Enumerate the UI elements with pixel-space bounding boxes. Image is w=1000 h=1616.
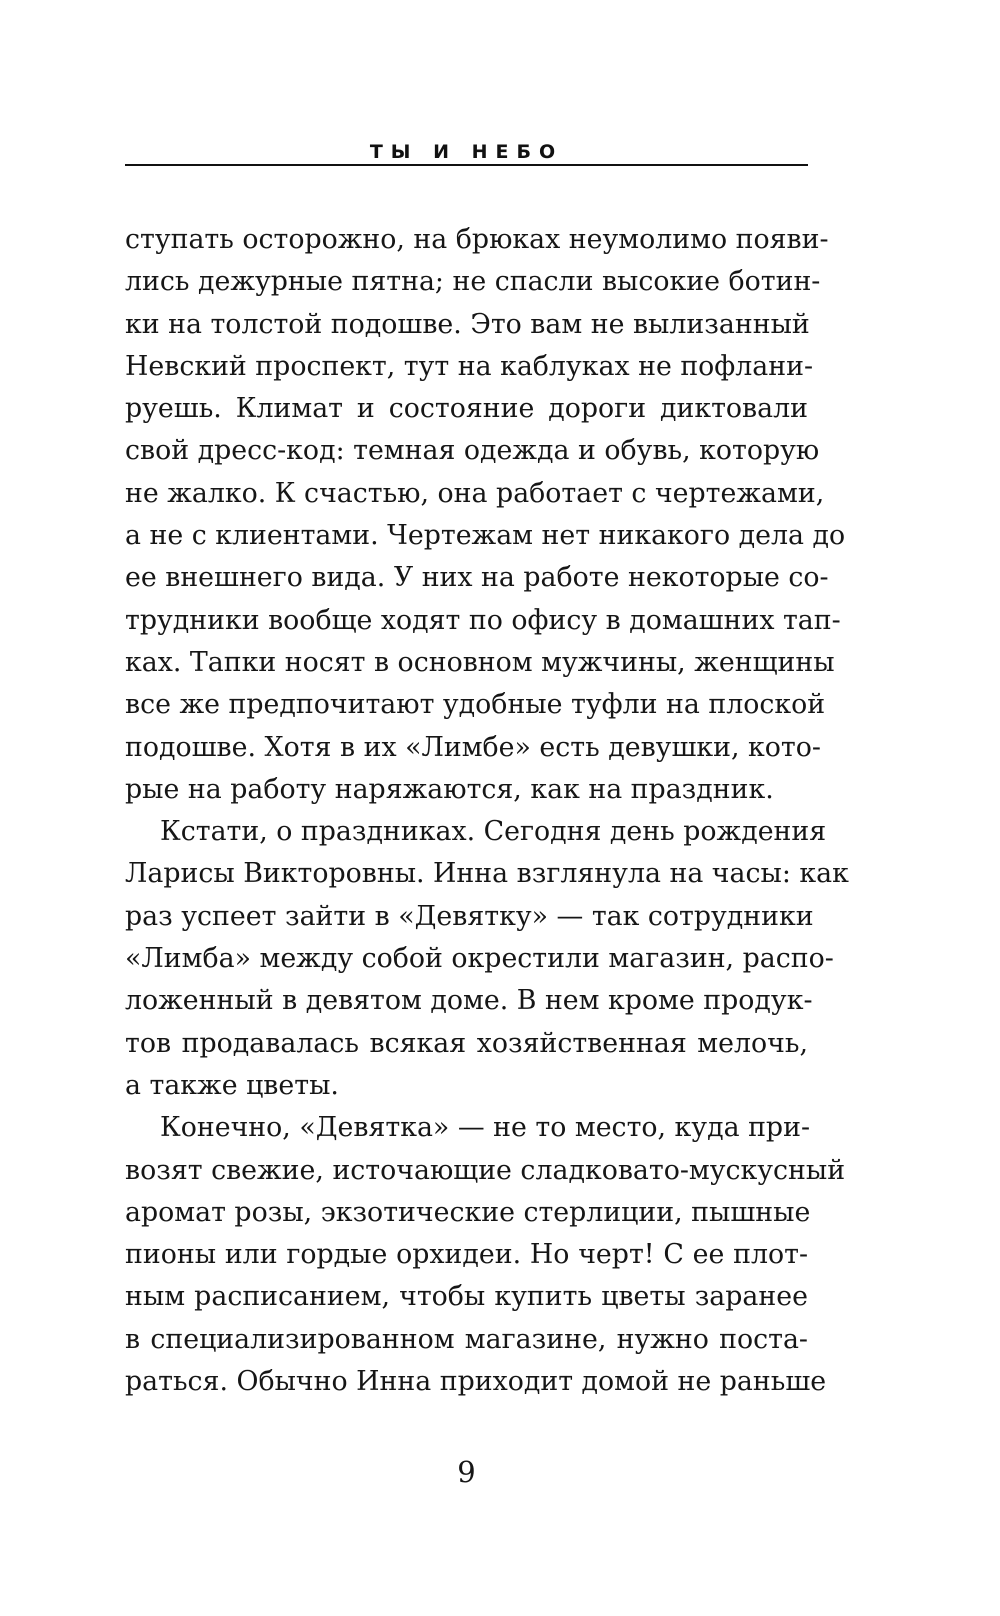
text-line: рые на работу наряжаются, как на праздник. bbox=[125, 773, 774, 805]
body-text bbox=[125, 219, 849, 1403]
text-line: ступать осторожно, на брюках неумолимо появи- bbox=[125, 224, 829, 255]
text-line: свой дресс-код: темная одежда и обувь, которую bbox=[125, 435, 820, 467]
text-line: не жалко. К счастью, она работает с чертежами, bbox=[125, 477, 825, 509]
text-line: подошве. Хотя в их «Лимбе» есть девушки, кото- bbox=[125, 731, 821, 763]
text-line: лись дежурные пятна; не спасли высокие ботин- bbox=[125, 266, 821, 298]
text-line: тов продавалась всякая хозяйственная мелочь, bbox=[125, 1027, 808, 1059]
text-line: все же предпочитают удобные туфли на плоской bbox=[125, 689, 826, 721]
text-line: Ларисы Викторовны. Инна взглянула на часы: как bbox=[125, 858, 849, 890]
text-line: аромат розы, экзотические стерлиции, пышные bbox=[125, 1196, 811, 1228]
header-rule bbox=[125, 164, 808, 166]
text-line: возят свежие, источающие сладковато-мускусный bbox=[125, 1154, 846, 1186]
text-line: ложенный в девятом доме. В нем кроме продук- bbox=[125, 985, 813, 1017]
text-line: ее внешнего вида. У них на работе некоторые со- bbox=[125, 562, 829, 594]
text-line: а также цветы. bbox=[125, 1069, 339, 1101]
text-line: раться. Обычно Инна приходит домой не раньше bbox=[125, 1366, 827, 1398]
running-head: ТЫ И НЕБО bbox=[369, 141, 564, 163]
text-line: Невский проспект, тут на каблуках не пофлани- bbox=[125, 350, 814, 382]
text-line: а не с клиентами. Чертежам нет никакого дела до bbox=[125, 520, 846, 552]
text-line: ках. Тапки носят в основном мужчины, женщины bbox=[125, 646, 835, 678]
text-line: раз успеет зайти в «Девятку» — так сотрудники bbox=[125, 900, 814, 932]
text-line: пионы или гордые орхидеи. Но черт! С ее плот- bbox=[125, 1239, 808, 1271]
text-line: Кстати, о праздниках. Сегодня день рождения bbox=[160, 816, 827, 848]
page-number: 9 bbox=[457, 1455, 476, 1489]
text-line: трудники вообще ходят по офису в домашних тап- bbox=[125, 604, 841, 636]
text-line: Конечно, «Девятка» — не то место, куда при- bbox=[160, 1112, 810, 1144]
text-line: ным расписанием, чтобы купить цветы заранее bbox=[125, 1281, 808, 1313]
text-line: в специализированном магазине, нужно поста- bbox=[125, 1323, 808, 1355]
text-line: «Лимба» между собой окрестили магазин, распо- bbox=[125, 943, 834, 975]
text-line: руешь. Климат и состояние дороги диктовали bbox=[125, 393, 808, 425]
text-line: ки на толстой подошве. Это вам не вылизанный bbox=[125, 308, 810, 340]
